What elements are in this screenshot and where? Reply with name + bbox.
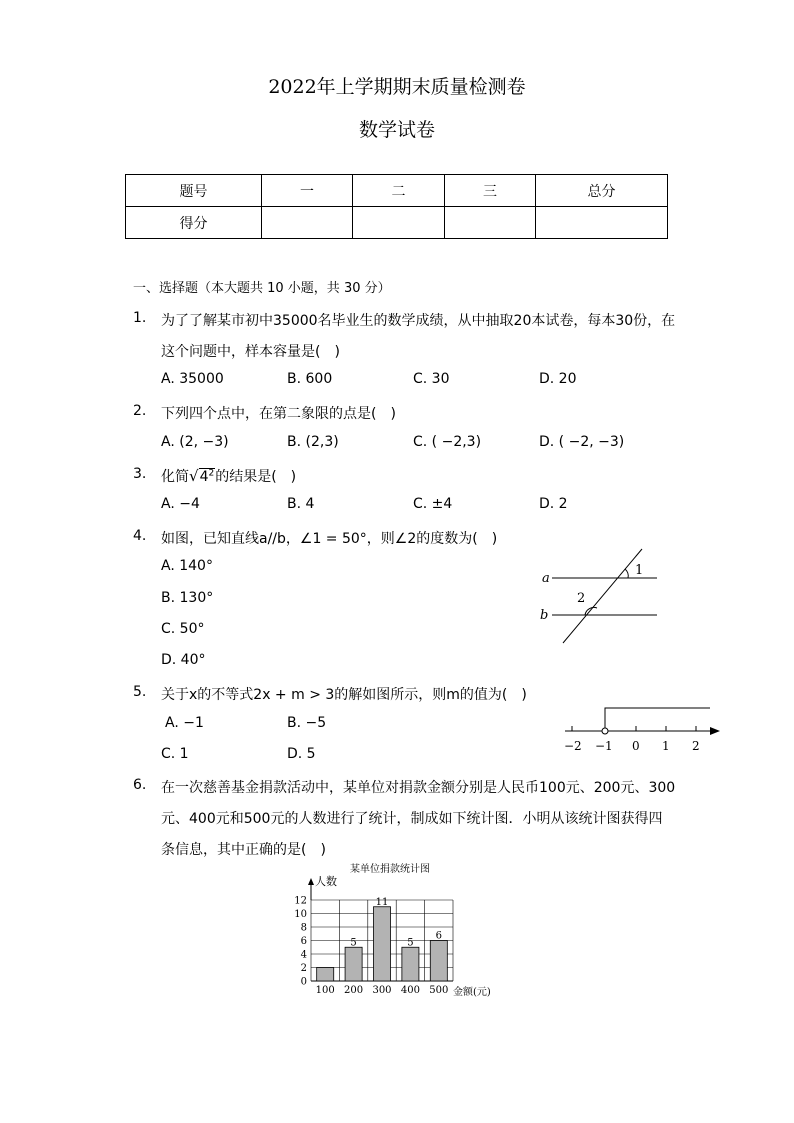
bar [345,947,362,981]
option-b[interactable]: B. −5 [287,715,327,731]
transversal-line [563,549,642,643]
label-1: 1 [635,563,644,578]
bar [317,968,334,982]
y-tick-label: 10 [294,909,307,920]
y-tick-label: 12 [294,895,307,907]
score-cell: 三 [445,175,536,207]
bar-value-label: 5 [407,937,414,949]
score-input-cell[interactable] [262,207,353,239]
option-d[interactable]: D. ( −2, −3) [539,434,625,450]
y-axis-arrow-icon [308,878,314,885]
bar [402,947,419,981]
bar-value-label: 5 [350,937,357,949]
question-text: 如图，已知直线a//b，∠1 = 50°，则∠2的度数为( ) [161,531,498,547]
option-a[interactable]: A. (2, −3) [161,434,229,450]
score-input-cell[interactable] [445,207,536,239]
option-c[interactable]: C. 30 [413,371,450,387]
option-d[interactable]: D. 20 [539,371,577,387]
question-text: 为了了解某市初中35000名毕业生的数学成绩，从中抽取20本试卷，每本30份，在 [161,313,676,329]
tick-label: −2 [564,739,582,753]
score-input-cell[interactable] [536,207,668,239]
y-tick-label: 0 [300,976,307,988]
option-d[interactable]: D. 40° [161,652,206,668]
score-cell: 总分 [536,175,668,207]
tick-label: 2 [692,739,700,753]
tick-label: −1 [595,739,613,753]
x-tick-label: 400 [400,985,420,996]
option-c[interactable]: C. 50° [161,621,205,637]
sqrt-sign-icon: √ [189,467,199,485]
y-axis-label: 人数 [315,875,337,888]
question-number: 2. [133,403,147,419]
exam-subtitle: 数学试卷 [358,119,435,141]
x-tick-label: 500 [429,985,449,996]
chart-title: 某单位捐款统计图 [350,864,430,875]
question-text [161,466,296,486]
y-tick-label: 6 [300,936,307,947]
option-b[interactable]: B. 4 [287,496,315,512]
question-text-pre: 化简 [161,469,189,485]
angle-2-arc [585,607,597,615]
radicand-base: 4 [199,469,209,485]
bar-value-label: 11 [375,896,389,908]
option-a[interactable]: A. 35000 [161,371,224,387]
question-text: 元、400元和500元的人数进行了统计，制成如下统计图．小明从该统计图获得四 [161,811,663,827]
option-a[interactable]: A. −1 [165,715,204,731]
bar-value-label: 6 [435,930,442,942]
number-line-figure [560,700,725,758]
option-c[interactable]: C. ( −2,3) [413,434,482,450]
label-b: b [540,608,549,623]
y-tick-label: 4 [300,949,307,961]
tick-label: 0 [632,739,640,753]
solution-ray [605,708,710,728]
option-a[interactable]: A. 140° [161,558,213,574]
question-number: 1. [133,310,147,326]
option-c[interactable]: C. ±4 [413,496,453,512]
question-number: 4. [133,528,147,544]
radicand-exponent: 2 [208,468,215,479]
open-point-icon [602,728,608,734]
question-number: 3. [133,466,147,482]
bar [430,941,447,982]
bar-chart [290,860,505,1002]
radicand [199,468,216,485]
question-number: 5. [133,684,147,700]
option-b[interactable]: B. (2,3) [287,434,339,450]
angle-1-arc [625,569,628,578]
option-b[interactable]: B. 600 [287,371,333,387]
score-cell: 得分 [126,207,262,239]
section-heading: 一、选择题（本大题共 10 小题，共 30 分） [133,281,391,296]
x-tick-label: 200 [344,985,364,996]
y-tick-label: 2 [300,963,307,974]
score-table-header-row [126,175,668,207]
option-b[interactable]: B. 130° [161,590,214,606]
bar [373,907,390,981]
question-text: 下列四个点中，在第二象限的点是( ) [161,406,396,422]
question-number: 6. [133,777,147,793]
score-table [125,174,668,239]
x-axis-label: 金额(元) [453,987,491,998]
x-tick-label: 100 [315,985,335,996]
score-cell: 一 [262,175,353,207]
score-table-score-row [126,207,668,239]
x-tick-label: 300 [372,985,392,996]
question-text: 条信息，其中正确的是( ) [161,842,326,858]
y-tick-label: 8 [300,922,307,934]
score-input-cell[interactable] [353,207,445,239]
label-a: a [542,571,550,586]
question-text: 关于x的不等式2x + m > 3的解如图所示，则m的值为( ) [161,687,527,703]
score-cell: 二 [353,175,445,207]
question-text-post: 的结果是( ) [215,469,297,485]
sqrt-expression [189,467,215,485]
parallel-lines-figure [535,545,665,650]
chart-bars [317,907,448,981]
option-d[interactable]: D. 2 [539,496,568,512]
option-d[interactable]: D. 5 [287,746,316,762]
exam-title: 2022年上学期期末质量检测卷 [268,76,526,98]
label-2: 2 [577,591,586,606]
option-a[interactable]: A. −4 [161,496,200,512]
option-c[interactable]: C. 1 [161,746,189,762]
question-text: 这个问题中，样本容量是( ) [161,344,340,360]
tick-label: 1 [662,739,670,753]
axis-arrow-icon [710,727,720,735]
question-text: 在一次慈善基金捐款活动中，某单位对捐款金额分别是人民币100元、200元、300 [161,780,676,796]
score-cell: 题号 [126,175,262,207]
